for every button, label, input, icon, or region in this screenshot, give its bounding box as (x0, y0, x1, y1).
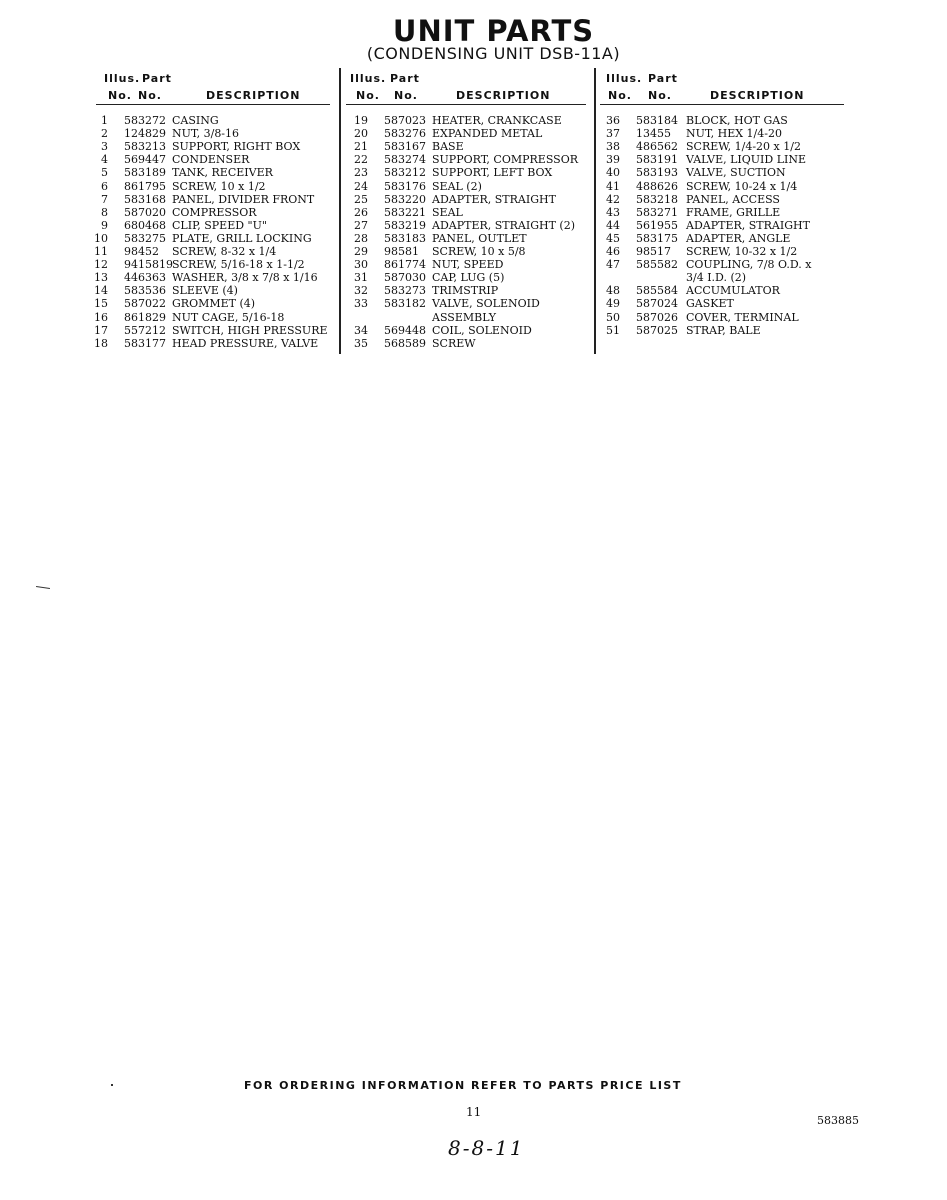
part-description: COVER, TERMINAL (686, 310, 799, 324)
header-part-no: No. (648, 89, 672, 102)
part-number: 583220 (384, 192, 426, 206)
part-description: VALVE, SUCTION (686, 166, 786, 180)
part-number: 583167 (384, 140, 426, 154)
part-number: 861829 (124, 310, 166, 324)
part-description: CONDENSER (172, 153, 250, 167)
illus-number: 13 (94, 271, 108, 285)
part-number: 583177 (124, 336, 166, 350)
handwritten-date: 8-8-11 (448, 1136, 525, 1160)
part-description: PANEL, ACCESS (686, 192, 780, 206)
part-description: CASING (172, 114, 219, 127)
illus-number: 31 (354, 271, 368, 285)
part-number: 587025 (636, 323, 678, 337)
header-part-no: No. (138, 89, 162, 102)
part-number: 583276 (384, 127, 426, 141)
header-part: Part (648, 72, 678, 85)
part-description: SCREW (432, 336, 476, 350)
part-description: NUT CAGE, 5/16-18 (172, 310, 285, 324)
part-description: SUPPORT, LEFT BOX (432, 166, 553, 180)
part-number: 587026 (636, 310, 678, 324)
part-number: 124829 (124, 127, 166, 141)
part-description: TRIMSTRIP (432, 284, 499, 298)
part-description: ADAPTER, STRAIGHT (686, 218, 810, 232)
column-divider-2 (594, 68, 596, 354)
illus-number: 30 (354, 258, 368, 272)
part-description: SEAL (432, 205, 463, 219)
part-number: 583218 (636, 192, 678, 206)
illus-number: 51 (606, 323, 620, 337)
part-description: SWITCH, HIGH PRESSURE (172, 323, 328, 337)
part-description: NUT, 3/8-16 (172, 127, 240, 141)
page-title: UNIT PARTS (392, 14, 595, 48)
part-description: CLIP, SPEED "U" (172, 218, 267, 232)
part-number: 583182 (384, 297, 426, 311)
illus-number: 8 (101, 205, 108, 219)
part-description: SUPPORT, RIGHT BOX (172, 140, 301, 154)
part-number: 583191 (636, 153, 678, 167)
illus-number: 23 (354, 166, 368, 180)
part-number: 680468 (124, 218, 166, 232)
illus-number: 39 (606, 153, 620, 167)
illus-number: 24 (354, 179, 368, 193)
illus-number: 35 (354, 336, 368, 350)
part-description: HEATER, CRANKCASE (432, 114, 562, 127)
part-number: 583189 (124, 166, 166, 180)
part-number: 488626 (636, 179, 678, 193)
part-description: PANEL, OUTLET (432, 231, 527, 245)
illus-number: 47 (606, 258, 620, 272)
illus-number: 42 (606, 192, 620, 206)
illus-number: 2 (101, 127, 108, 141)
part-description: SCREW, 1/4-20 x 1/2 (686, 140, 801, 154)
illus-number: 29 (354, 245, 368, 258)
part-number: 587020 (124, 205, 166, 219)
part-description: VALVE, LIQUID LINE (686, 153, 807, 167)
header-part: Part (142, 72, 172, 85)
illus-number: 28 (354, 231, 368, 245)
illus-number: 26 (354, 205, 368, 219)
illus-number: 49 (606, 297, 620, 311)
part-number: 568589 (384, 336, 426, 350)
part-number: 587022 (124, 297, 166, 311)
illus-number: 11 (94, 245, 108, 258)
illus-number: 19 (354, 114, 368, 127)
illus-number: 22 (354, 153, 368, 167)
illus-number: 37 (606, 127, 620, 141)
part-description: NUT, SPEED (432, 258, 504, 272)
column-divider-1 (339, 68, 341, 354)
part-description: SCREW, 5/16-18 x 1-1/2 (172, 258, 305, 272)
part-number: 587030 (384, 271, 426, 285)
column-header (96, 68, 330, 105)
illus-number: 12 (94, 258, 108, 272)
part-description: PLATE, GRILL LOCKING (172, 231, 312, 245)
illus-number: 46 (606, 245, 620, 258)
illus-number: 17 (94, 323, 108, 337)
part-number: 583219 (384, 218, 426, 232)
illus-number: 16 (94, 310, 108, 324)
illus-number: 6 (101, 179, 108, 193)
illus-number: 1 (101, 114, 108, 127)
header-description: DESCRIPTION (710, 89, 805, 102)
part-description: TANK, RECEIVER (172, 166, 273, 180)
part-number: 583536 (124, 284, 166, 298)
part-number: 587024 (636, 297, 678, 311)
column-header (346, 68, 586, 105)
part-description: GROMMET (4) (172, 297, 256, 311)
illus-number: 18 (94, 336, 108, 350)
part-description: ADAPTER, STRAIGHT (2) (432, 218, 575, 232)
illus-number: 20 (354, 127, 368, 141)
part-number: 861795 (124, 179, 166, 193)
part-description: HEAD PRESSURE, VALVE (172, 336, 319, 350)
part-description: VALVE, SOLENOID (432, 297, 540, 311)
illus-number: 45 (606, 231, 620, 245)
part-description: PANEL, DIVIDER FRONT (172, 192, 315, 206)
illus-number: 40 (606, 166, 620, 180)
part-number: 583183 (384, 231, 426, 245)
header-illus-no: No. (108, 89, 132, 102)
part-description: SUPPORT, COMPRESSOR (432, 153, 579, 167)
parts-column-1 (96, 68, 330, 105)
illus-number: 44 (606, 218, 620, 232)
part-number: 583213 (124, 140, 166, 154)
part-number: 569447 (124, 153, 166, 167)
part-number: 446363 (124, 271, 166, 285)
illus-number: 34 (354, 323, 368, 337)
part-description: ADAPTER, ANGLE (686, 231, 791, 245)
part-description: ADAPTER, STRAIGHT (432, 192, 556, 206)
part-number: 486562 (636, 140, 678, 154)
header-description: DESCRIPTION (456, 89, 551, 102)
illus-number: 48 (606, 284, 620, 298)
part-number: 583193 (636, 166, 678, 180)
part-description: SEAL (2) (432, 179, 482, 193)
illus-number: 50 (606, 310, 620, 324)
part-description: SCREW, 10-32 x 1/2 (686, 245, 798, 258)
part-number: 583272 (124, 114, 166, 127)
illus-number: 32 (354, 284, 368, 298)
part-number: 583184 (636, 114, 678, 127)
ordering-note: FOR ORDERING INFORMATION REFER TO PARTS PRICE LIST (244, 1079, 682, 1092)
illus-number: 43 (606, 205, 620, 219)
part-number: 569448 (384, 323, 426, 337)
illus-number: 9 (101, 218, 108, 232)
part-description: NUT, HEX 1/4-20 (686, 127, 782, 141)
part-description: BASE (432, 140, 464, 154)
part-description: ACCUMULATOR (686, 284, 780, 298)
document-number: 583885 (817, 1114, 859, 1127)
part-number: 587023 (384, 114, 426, 127)
illus-number: 25 (354, 192, 368, 206)
part-number: 557212 (124, 323, 166, 337)
part-description: SLEEVE (4) (172, 284, 238, 298)
parts-column-3 (600, 68, 844, 105)
illus-number: 4 (101, 153, 108, 167)
part-description: STRAP, BALE (686, 323, 761, 337)
part-description: SCREW, 10-24 x 1/4 (686, 179, 798, 193)
illus-number: 27 (354, 218, 368, 232)
part-description: COMPRESSOR (172, 205, 257, 219)
part-number: 583168 (124, 192, 166, 206)
column-header (600, 68, 844, 105)
part-description: 3/4 I.D. (2) (686, 271, 747, 285)
illus-number: 41 (606, 179, 620, 193)
part-description: FRAME, GRILLE (686, 205, 781, 219)
illus-number: 36 (606, 114, 620, 127)
part-number: 583274 (384, 153, 426, 167)
header-illus: Illus. (350, 72, 387, 85)
page-subtitle: (CONDENSING UNIT DSB-11A) (366, 44, 621, 63)
part-number: 9415819 (124, 258, 173, 272)
illus-number: 15 (94, 297, 108, 311)
header-part: Part (390, 72, 420, 85)
header-description: DESCRIPTION (206, 89, 301, 102)
header-illus: Illus. (606, 72, 643, 85)
illus-number: 10 (94, 231, 108, 245)
illus-number: 38 (606, 140, 620, 154)
part-number: 583176 (384, 179, 426, 193)
part-description: SCREW, 10 x 5/8 (432, 245, 526, 258)
scan-dot (111, 1084, 113, 1086)
part-number: 583212 (384, 166, 426, 180)
illus-number: 7 (101, 192, 108, 206)
part-description: WASHER, 3/8 x 7/8 x 1/16 (172, 271, 318, 285)
part-description: GASKET (686, 297, 734, 311)
part-description: COUPLING, 7/8 O.D. x (686, 258, 812, 272)
part-description: EXPANDED METAL (432, 127, 543, 141)
scan-mark (36, 586, 50, 589)
illus-number: 5 (101, 166, 108, 180)
header-part-no: No. (394, 89, 418, 102)
illus-number: 14 (94, 284, 108, 298)
parts-column-2 (346, 68, 586, 105)
part-number: 585582 (636, 258, 678, 272)
part-number: 583175 (636, 231, 678, 245)
part-number: 585584 (636, 284, 678, 298)
header-illus: Illus. (104, 72, 141, 85)
part-number: 583221 (384, 205, 426, 219)
part-number: 583271 (636, 205, 678, 219)
part-number: 98452 (124, 245, 159, 258)
part-description: BLOCK, HOT GAS (686, 114, 788, 127)
illus-number: 21 (354, 140, 368, 154)
part-number: 583275 (124, 231, 166, 245)
part-description: ASSEMBLY (432, 310, 497, 324)
illus-number: 3 (101, 140, 108, 154)
illus-number: 33 (354, 297, 368, 311)
part-description: CAP, LUG (5) (432, 271, 505, 285)
part-number: 13455 (636, 127, 671, 141)
part-number: 861774 (384, 258, 426, 272)
part-number: 98517 (636, 245, 671, 258)
part-description: COIL, SOLENOID (432, 323, 532, 337)
header-illus-no: No. (608, 89, 632, 102)
part-number: 98581 (384, 245, 419, 258)
page-number: 11 (466, 1105, 482, 1119)
part-description: SCREW, 10 x 1/2 (172, 179, 266, 193)
part-description: SCREW, 8-32 x 1/4 (172, 245, 277, 258)
header-illus-no: No. (356, 89, 380, 102)
part-number: 583273 (384, 284, 426, 298)
part-number: 561955 (636, 218, 678, 232)
